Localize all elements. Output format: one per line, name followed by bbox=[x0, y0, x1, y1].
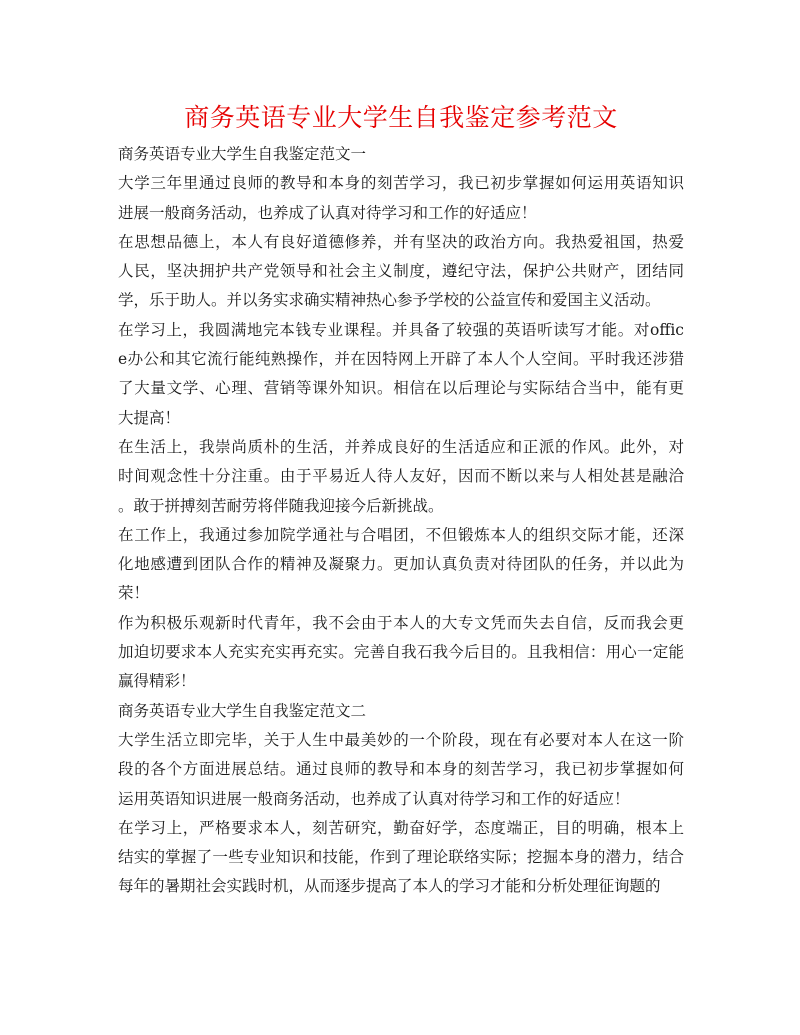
text-line: 学，乐于助人。并以务实求确实精神热心参予学校的公益宣传和爱国主义活动。 bbox=[118, 291, 661, 310]
section-heading bbox=[118, 697, 684, 726]
text-line: 在学习上，我圆满地完本钱专业课程。并具备了较强的英语听读写才能。对offic bbox=[118, 320, 684, 339]
text-line: 了大量文学、心理、营销等课外知识。相信在以后理论与实际结合当中，能有更 bbox=[118, 379, 684, 398]
paragraph bbox=[118, 433, 684, 521]
paragraph bbox=[118, 316, 684, 433]
text-line: 在思想品德上，本人有良好道德修养，并有坚决的政治方向。我热爱祖国，热爱 bbox=[118, 232, 684, 251]
document-page bbox=[118, 100, 684, 902]
text-line: 每年的暑期社会实践时机，从而逐步提高了本人的学习才能和分析处理征询题的 bbox=[118, 877, 661, 896]
paragraph bbox=[118, 228, 684, 316]
document-title: 商务英语专业大学生自我鉴定参考范文 bbox=[184, 103, 618, 132]
document-body bbox=[118, 140, 684, 902]
text-line: 大学三年里通过良师的教导和本身的刻苦学习，我已初步掌握如何运用英语知识 bbox=[118, 174, 684, 193]
text-line: 赢得精彩！ bbox=[118, 672, 196, 691]
text-line: 在学习上，严格要求本人，刻苦研究，勤奋好学，态度端正，目的明确，根本上 bbox=[118, 818, 684, 837]
paragraph bbox=[118, 521, 684, 609]
paragraph bbox=[118, 609, 684, 697]
text-line: 结实的掌握了一些专业知识和技能，作到了理论联络实际；挖掘本身的潜力，结合 bbox=[118, 848, 684, 867]
text-line: 商务英语专业大学生自我鉴定范文一 bbox=[118, 145, 367, 163]
text-line: 进展一般商务活动，也养成了认真对待学习和工作的好适应！ bbox=[118, 203, 537, 222]
text-line: 荣！ bbox=[118, 584, 150, 603]
section-heading bbox=[118, 140, 684, 169]
text-line: 人民，坚决拥护共产党领导和社会主义制度，遵纪守法，保护公共财产，团结同 bbox=[118, 262, 684, 281]
text-line: e办公和其它流行能纯熟操作，并在因特网上开辟了本人个人空间。平时我还涉猎 bbox=[118, 350, 684, 369]
text-line: 商务英语专业大学生自我鉴定范文二 bbox=[118, 701, 367, 720]
text-line: 。敢于拼搏刻苦耐劳将伴随我迎接今后新挑战。 bbox=[118, 496, 444, 515]
paragraph bbox=[118, 726, 684, 814]
text-line: 加迫切要求本人充实充实再充实。完善自我石我今后目的。且我相信：用心一定能 bbox=[118, 643, 684, 662]
paragraph bbox=[118, 169, 684, 228]
text-line: 段的各个方面进展总结。通过良师的教导和本身的刻苦学习，我已初步掌握如何 bbox=[118, 760, 684, 779]
text-line: 时间观念性十分注重。由于平易近人待人友好，因而不断以来与人相处甚是融洽 bbox=[118, 467, 684, 486]
text-line: 化地感遭到团队合作的精神及凝聚力。更加认真负责对待团队的任务，并以此为 bbox=[118, 555, 684, 574]
text-line: 大学生活立即完毕，关于人生中最美妙的一个阶段，现在有必要对本人在这一阶 bbox=[118, 730, 684, 749]
text-line: 在工作上，我通过参加院学通社与合唱团，不但锻炼本人的组织交际才能，还深 bbox=[118, 525, 684, 544]
text-line: 运用英语知识进展一般商务活动，也养成了认真对待学习和工作的好适应！ bbox=[118, 789, 630, 808]
paragraph bbox=[118, 814, 684, 902]
text-line: 大提高！ bbox=[118, 408, 181, 427]
text-line: 在生活上，我崇尚质朴的生活，并养成良好的生活适应和正派的作风。此外，对 bbox=[118, 437, 684, 456]
text-line: 作为积极乐观新时代青年，我不会由于本人的大专文凭而失去自信，反而我会更 bbox=[118, 613, 684, 632]
